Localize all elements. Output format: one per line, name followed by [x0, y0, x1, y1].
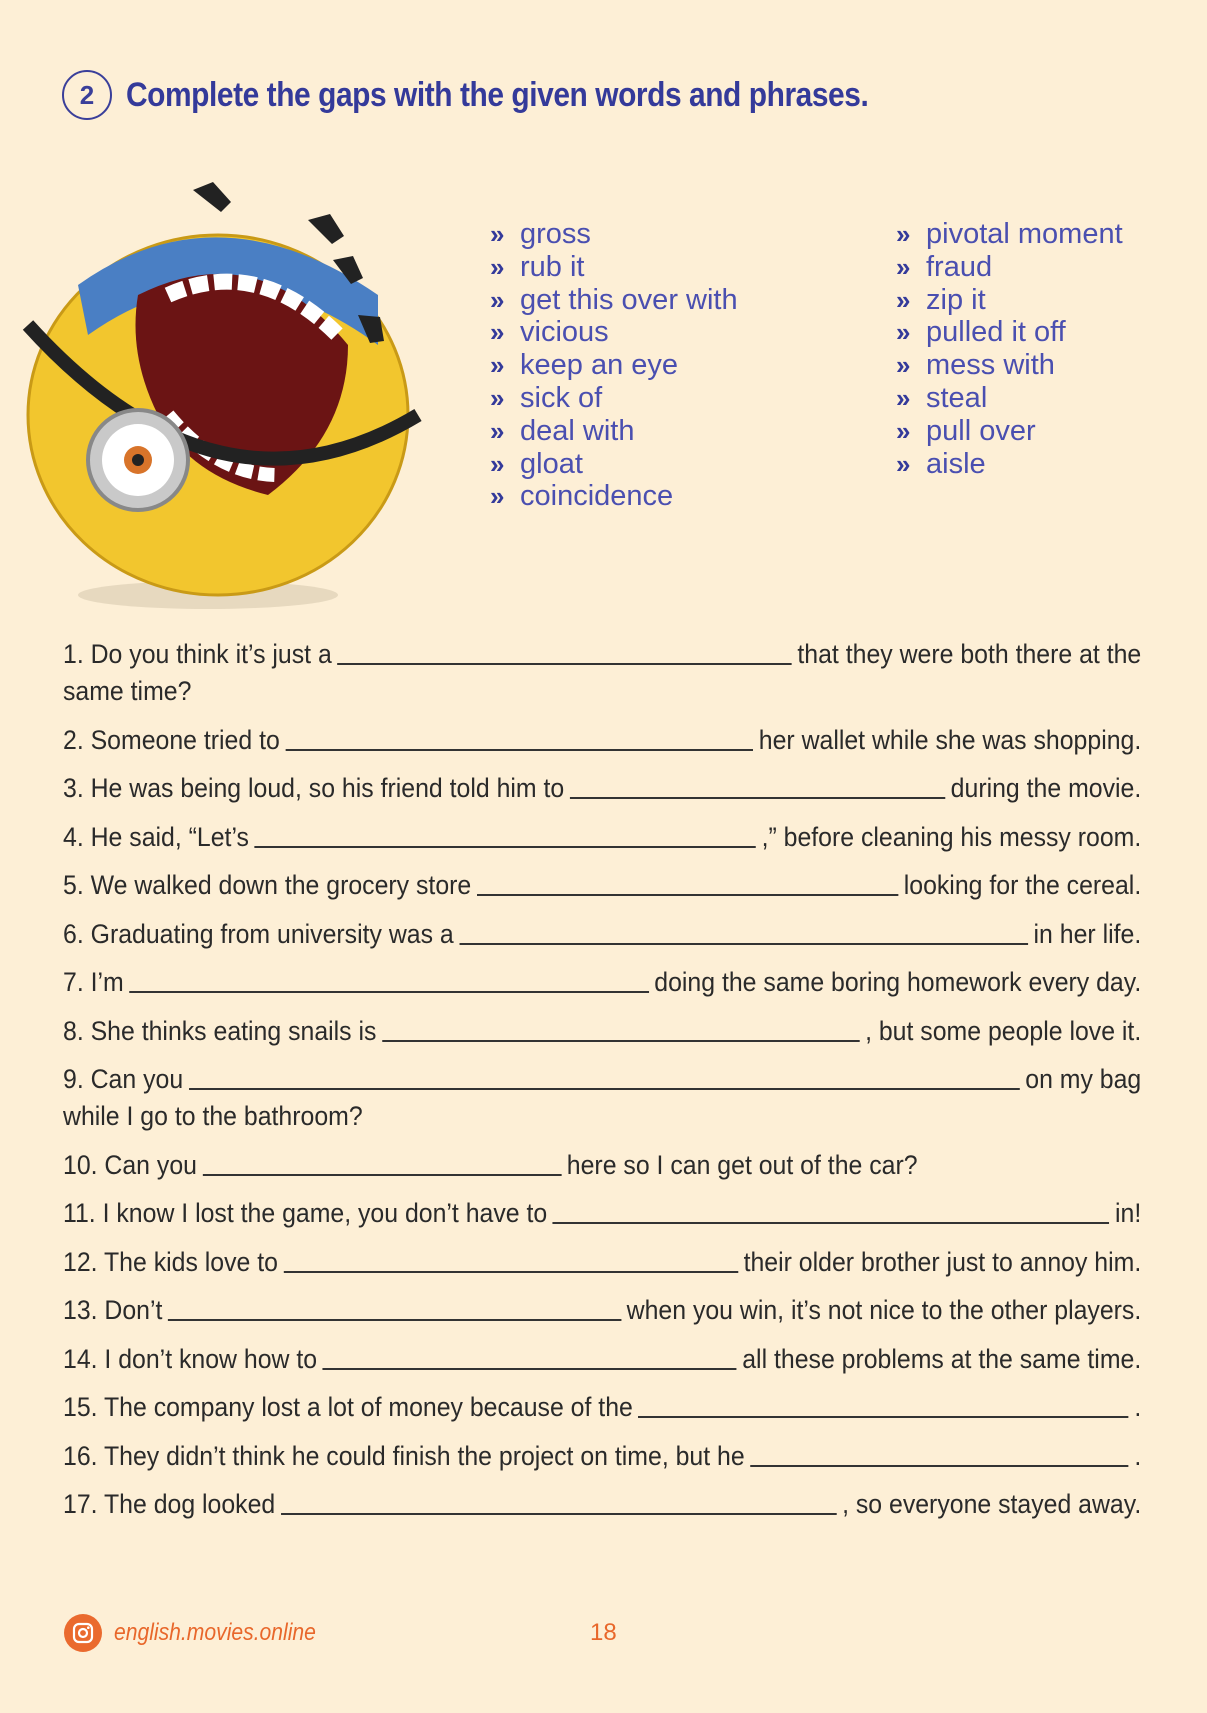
bullet-icon: » — [490, 317, 505, 348]
bullet-icon: » — [490, 481, 505, 512]
answer-blank[interactable] — [168, 1319, 621, 1321]
exercise-item — [63, 722, 1141, 759]
exercise-item — [63, 1341, 1141, 1378]
exercise-item — [63, 819, 1141, 856]
exercise-text-after: doing the same boring homework every day. — [654, 967, 1142, 997]
word-bank-item — [896, 316, 1123, 349]
exercise-text-after: in her life. — [1033, 918, 1142, 949]
exercise-text-before: 7. I’m — [63, 967, 124, 997]
exercise-text-continued: while I go to the bathroom? — [63, 1101, 363, 1131]
exercise-item — [63, 770, 1141, 807]
exercise-text-after: . — [1134, 1392, 1142, 1422]
word-bank-text: pulled it off — [926, 316, 1066, 349]
word-bank-text: fraud — [926, 250, 993, 283]
word-bank-item — [490, 415, 738, 448]
answer-blank[interactable] — [477, 894, 898, 896]
answer-blank[interactable] — [323, 1368, 737, 1370]
word-bank-text: aisle — [926, 447, 986, 480]
bullet-icon: » — [896, 382, 911, 413]
exercise-text-before: 6. Graduating from university was a — [63, 918, 454, 949]
bullet-icon: » — [896, 219, 911, 249]
exercise-item — [63, 1244, 1141, 1281]
exercise-text-before: 15. The company lost a lot of money because of the — [63, 1392, 633, 1422]
word-bank-text: keep an eye — [520, 349, 679, 382]
exercise-text-after: when you win, it’s not nice to the other players. — [626, 1295, 1142, 1325]
exercise-item — [63, 1292, 1141, 1329]
word-bank-text: vicious — [520, 316, 609, 349]
minion-illustration — [18, 175, 438, 615]
word-bank-text: gloat — [520, 447, 583, 480]
bullet-icon: » — [490, 219, 505, 249]
answer-blank[interactable] — [202, 1174, 561, 1176]
exercise-item — [63, 1061, 1141, 1135]
exercise-item — [63, 867, 1141, 904]
word-bank-item — [896, 349, 1123, 382]
exercise-text-before: 10. Can you — [63, 1149, 197, 1180]
bullet-icon: » — [490, 284, 505, 315]
exercise-text-after: here so I can get out of the car? — [566, 1149, 918, 1180]
exercise-text-after: , but some people love it. — [865, 1015, 1142, 1046]
exercise-text-after: . — [1134, 1440, 1142, 1471]
exercise-item — [63, 1013, 1141, 1050]
answer-blank[interactable] — [285, 749, 753, 751]
word-bank-item — [490, 218, 738, 251]
answer-blank[interactable] — [129, 991, 649, 993]
word-bank-text: zip it — [926, 283, 986, 316]
instagram-icon[interactable] — [64, 1614, 102, 1652]
word-bank-text: pivotal moment — [926, 218, 1123, 250]
word-bank-item — [896, 284, 1123, 317]
bullet-icon: » — [896, 415, 911, 446]
word-bank-text: pull over — [926, 414, 1036, 447]
exercise-text-after: during the movie. — [950, 773, 1142, 803]
exercise-text-before: 13. Don’t — [63, 1295, 163, 1325]
answer-blank[interactable] — [638, 1416, 1128, 1418]
exercise-text-before: 5. We walked down the grocery store — [63, 870, 472, 900]
exercise-text-continued: same time? — [63, 676, 192, 706]
exercise-text-before: 12. The kids love to — [63, 1246, 278, 1277]
answer-blank[interactable] — [459, 943, 1028, 945]
exercise-text-after: looking for the cereal. — [903, 870, 1142, 900]
bullet-icon: » — [896, 284, 911, 315]
word-bank-item — [490, 316, 738, 349]
bullet-icon: » — [896, 251, 911, 282]
exercise-item — [63, 1389, 1141, 1426]
exercise-item — [63, 916, 1141, 953]
word-bank-text: deal with — [520, 414, 635, 447]
word-bank-text: rub it — [520, 250, 585, 283]
answer-blank[interactable] — [382, 1040, 860, 1042]
footer — [64, 1614, 343, 1652]
exercise-text-after: ,” before cleaning his messy room. — [761, 821, 1142, 852]
exercise-text-after: in! — [1114, 1198, 1142, 1228]
answer-blank[interactable] — [254, 846, 756, 848]
bullet-icon: » — [490, 251, 505, 282]
exercise-title: Complete the gaps with the given words and phrases. — [126, 75, 869, 114]
exercise-text-after: on my bag — [1025, 1064, 1142, 1094]
exercise-text-before: 11. I know I lost the game, you don’t have to — [63, 1198, 548, 1228]
bullet-icon: » — [490, 350, 505, 381]
answer-blank[interactable] — [189, 1088, 1020, 1090]
bullet-icon: » — [896, 448, 911, 479]
exercise-text-before: 1. Do you think it’s just a — [63, 639, 332, 669]
exercise-item — [63, 1486, 1141, 1523]
word-bank-item — [490, 480, 738, 513]
exercise-text-after: , so everyone stayed away. — [842, 1489, 1142, 1519]
exercise-item — [63, 1147, 1141, 1184]
exercise-text-after: that they were both there at the — [797, 639, 1142, 669]
exercise-text-before: 2. Someone tried to — [63, 724, 280, 755]
exercise-header — [62, 70, 970, 120]
exercise-item — [63, 1195, 1141, 1232]
word-bank-text: sick of — [520, 381, 603, 414]
word-bank-item — [490, 382, 738, 415]
answer-blank[interactable] — [750, 1465, 1129, 1467]
answer-blank[interactable] — [337, 663, 792, 665]
word-bank-left — [490, 218, 738, 513]
word-bank-item — [490, 349, 738, 382]
answer-blank[interactable] — [553, 1222, 1110, 1224]
exercise-text-after: her wallet while she was shopping. — [758, 724, 1142, 755]
exercise-text-before: 17. The dog looked — [63, 1489, 276, 1519]
answer-blank[interactable] — [283, 1271, 738, 1273]
exercise-number-badge: 2 — [62, 70, 112, 120]
word-bank-text: coincidence — [520, 480, 674, 513]
word-bank-text: gross — [520, 218, 591, 250]
exercise-text-before: 9. Can you — [63, 1064, 184, 1094]
word-bank-right — [896, 218, 1123, 480]
exercise-list — [63, 636, 1141, 1535]
word-bank-item — [896, 218, 1123, 251]
word-bank-item — [896, 448, 1123, 481]
word-bank-item — [896, 415, 1123, 448]
exercise-item — [63, 1438, 1141, 1475]
bullet-icon: » — [490, 382, 505, 413]
bullet-icon: » — [896, 317, 911, 348]
exercise-text-before: 4. He said, “Let’s — [63, 821, 249, 852]
page-number: 18 — [590, 1619, 617, 1646]
exercise-item — [63, 964, 1141, 1001]
exercise-text-after: all these problems at the same time. — [742, 1343, 1142, 1374]
word-bank-item — [490, 284, 738, 317]
bullet-icon: » — [490, 448, 505, 479]
instagram-handle-link[interactable]: english.movies.online — [114, 1619, 316, 1646]
word-bank-item — [896, 251, 1123, 284]
word-bank-text: get this over with — [520, 283, 738, 316]
exercise-text-before: 8. She thinks eating snails is — [63, 1015, 377, 1046]
bullet-icon: » — [490, 415, 505, 446]
bullet-icon: » — [896, 350, 911, 381]
exercise-text-after: their older brother just to annoy him. — [743, 1246, 1142, 1277]
exercise-text-before: 16. They didn’t think he could finish the project on time, but he — [63, 1440, 745, 1471]
word-bank-text: mess with — [926, 349, 1055, 382]
exercise-text-before: 14. I don’t know how to — [63, 1343, 318, 1374]
word-bank-item — [490, 448, 738, 481]
exercise-text-before: 3. He was being loud, so his friend told him to — [63, 773, 565, 803]
answer-blank[interactable] — [570, 797, 945, 799]
word-bank-text: steal — [926, 381, 988, 414]
answer-blank[interactable] — [281, 1513, 837, 1515]
word-bank-item — [490, 251, 738, 284]
exercise-item — [63, 636, 1141, 710]
word-bank-item — [896, 382, 1123, 415]
